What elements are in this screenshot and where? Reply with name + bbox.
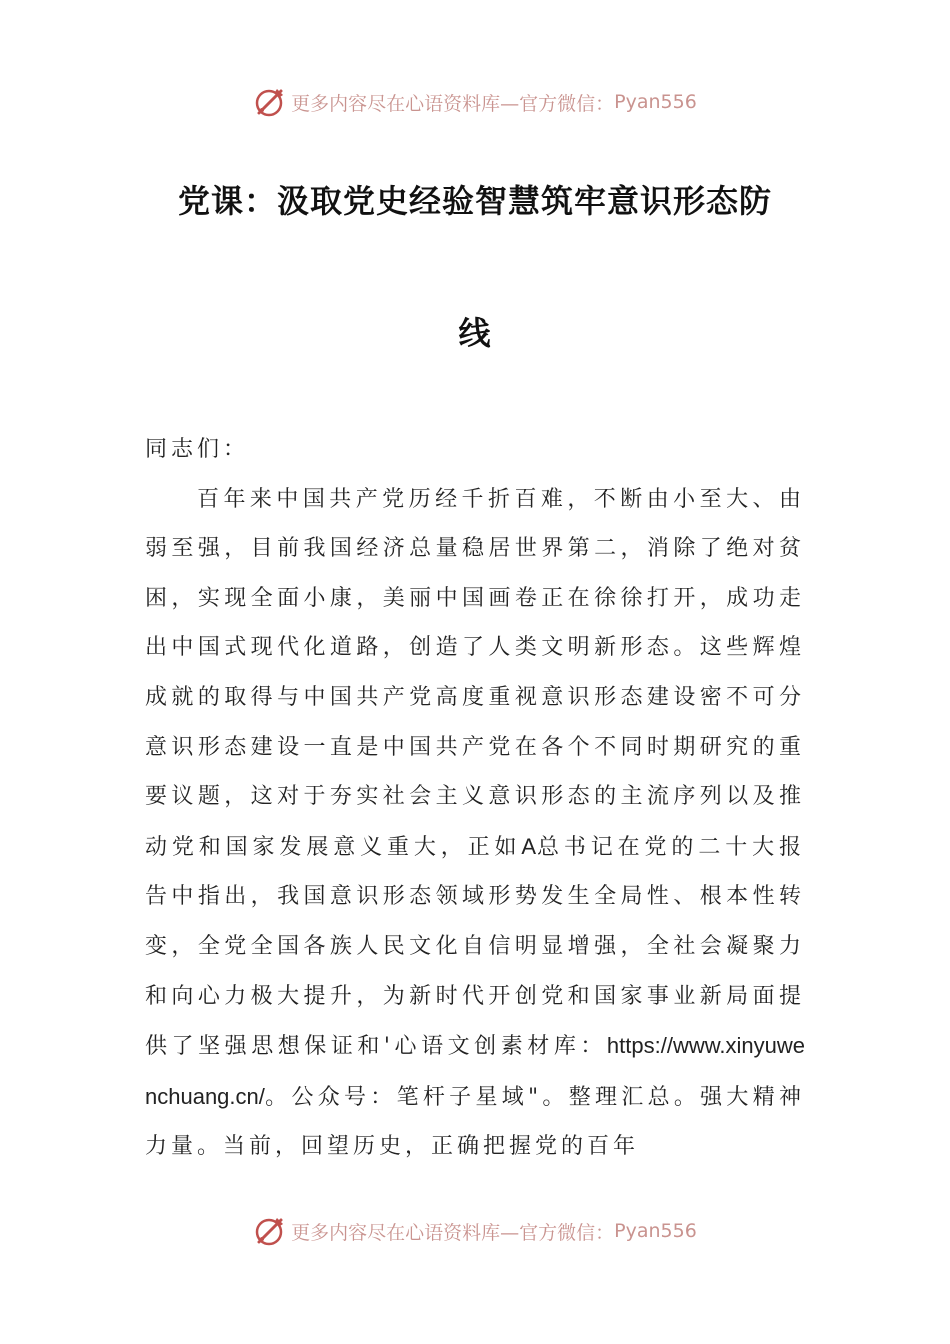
title-line-2: 线 [458,314,492,352]
pen-logo-icon [253,1214,287,1248]
source-url-link[interactable]: https://www.xinyuwenchuang.cn/ [145,1033,805,1109]
body-paragraph [145,475,805,1172]
pen-logo-icon [253,85,287,119]
paragraph-text-1: 百年来中国共产党历经千折百难，不断由小至大、由弱至强，目前我国经济总量稳居世界第二，消除了绝对贫困，实现全面小康，美丽中国画卷正在徐徐打开，成功走出中国式现代化道路，创造了人类文明新形态。这些辉煌成就的取得与中国共产党高度重视意识形态建设密不可分意识形态建设一直是中国共产党在各个不同时期研究的重要议题，这对于夯实社会主义意识形态的主流序列以及推动党和国家发展意义重大，正如 [145,486,805,860]
watermark-handle: Pyan556 [614,91,697,113]
watermark-handle: Pyan556 [614,1220,697,1242]
title-line-1: 党课：汲取党史经验智慧筑牢意识形态防 [177,182,772,220]
paragraph-text-2: 总书记在党的二十大报告中指出，我国意识形态领域形势发生全局性、根本性转变，全党全国各族人民文化自信明显增强，全社会凝聚力和向心力极大提升，为新时代开创党和国家事业新局面提供了坚强思想保证和'心语文创素材库： [145,834,805,1060]
document-title [145,135,805,399]
header-watermark [0,82,950,122]
watermark-text: 更多内容尽在心语资料库—官方微信： [291,1221,615,1244]
salutation: 同志们： [145,437,250,462]
paragraph-text-3: 。公众号：笔杆子星域"。整理汇总。强大精神力量。当前，回望历史，正确把握党的百年 [145,1084,805,1160]
footer-watermark [0,1211,950,1251]
document-body [145,425,805,1172]
paragraph-latin-a: A [521,833,537,859]
watermark-text: 更多内容尽在心语资料库—官方微信： [291,92,615,115]
